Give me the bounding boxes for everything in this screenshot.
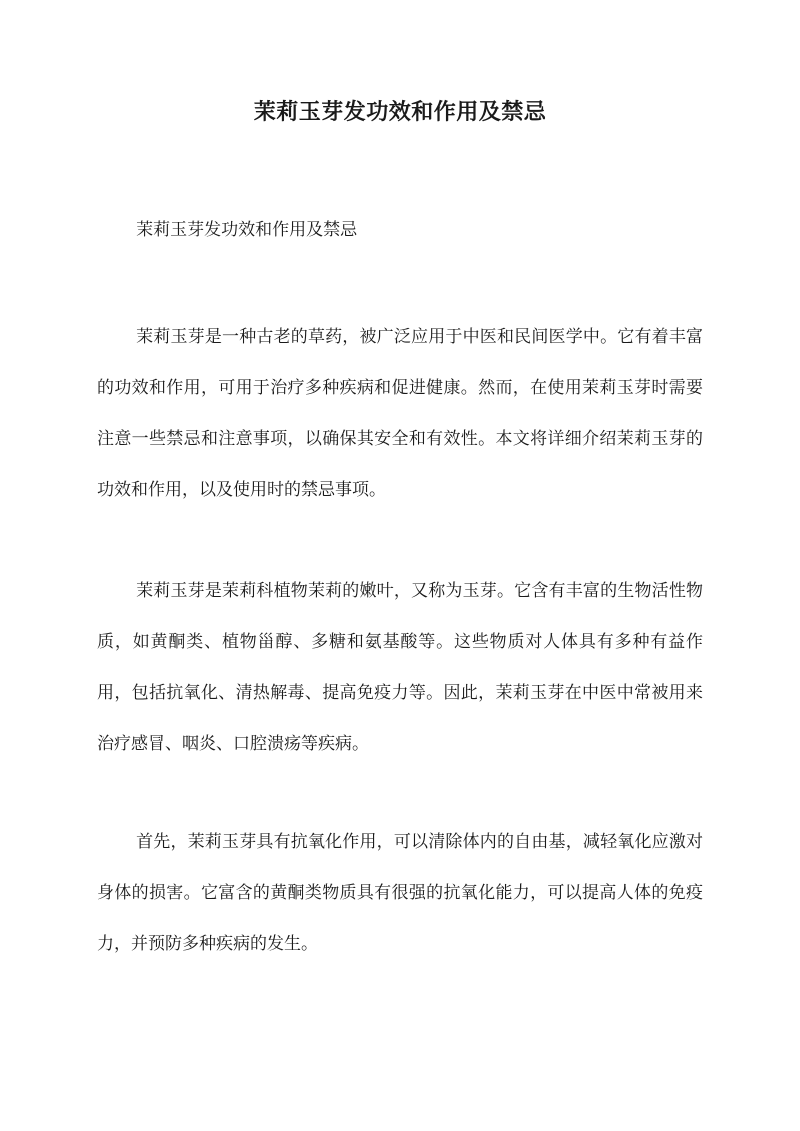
paragraph-antioxidant: 首先，茉莉玉芽具有抗氧化作用，可以清除体内的自由基，减轻氧化应激对身体的损害。它富含的黄酮类物质具有很强的抗氧化能力，可以提高人体的免疫力，并预防多种疾病的发生。 [97, 832, 703, 954]
document-title: 茉莉玉芽发功效和作用及禁忌 [253, 99, 547, 125]
paragraph-introduction: 茉莉玉芽是一种古老的草药，被广泛应用于中医和民间医学中。它有着丰富的功效和作用，可用于治疗多种疾病和促进健康。然而，在使用茉莉玉芽时需要注意一些禁忌和注意事项，以确保其安全和有效性。本文将详细介绍茉莉玉芽的功效和作用，以及使用时的禁忌事项。 [97, 327, 703, 500]
document-subtitle: 茉莉玉芽发功效和作用及禁忌 [136, 220, 358, 240]
paragraph-description: 茉莉玉芽是茉莉科植物茉莉的嫩叶，又称为玉芽。它含有丰富的生物活性物质，如黄酮类、植物甾醇、多糖和氨基酸等。这些物质对人体具有多种有益作用，包括抗氧化、清热解毒、提高免疫力等。因此，茉莉玉芽在中医中常被用来治疗感冒、咽炎、口腔溃疡等疾病。 [97, 581, 703, 754]
